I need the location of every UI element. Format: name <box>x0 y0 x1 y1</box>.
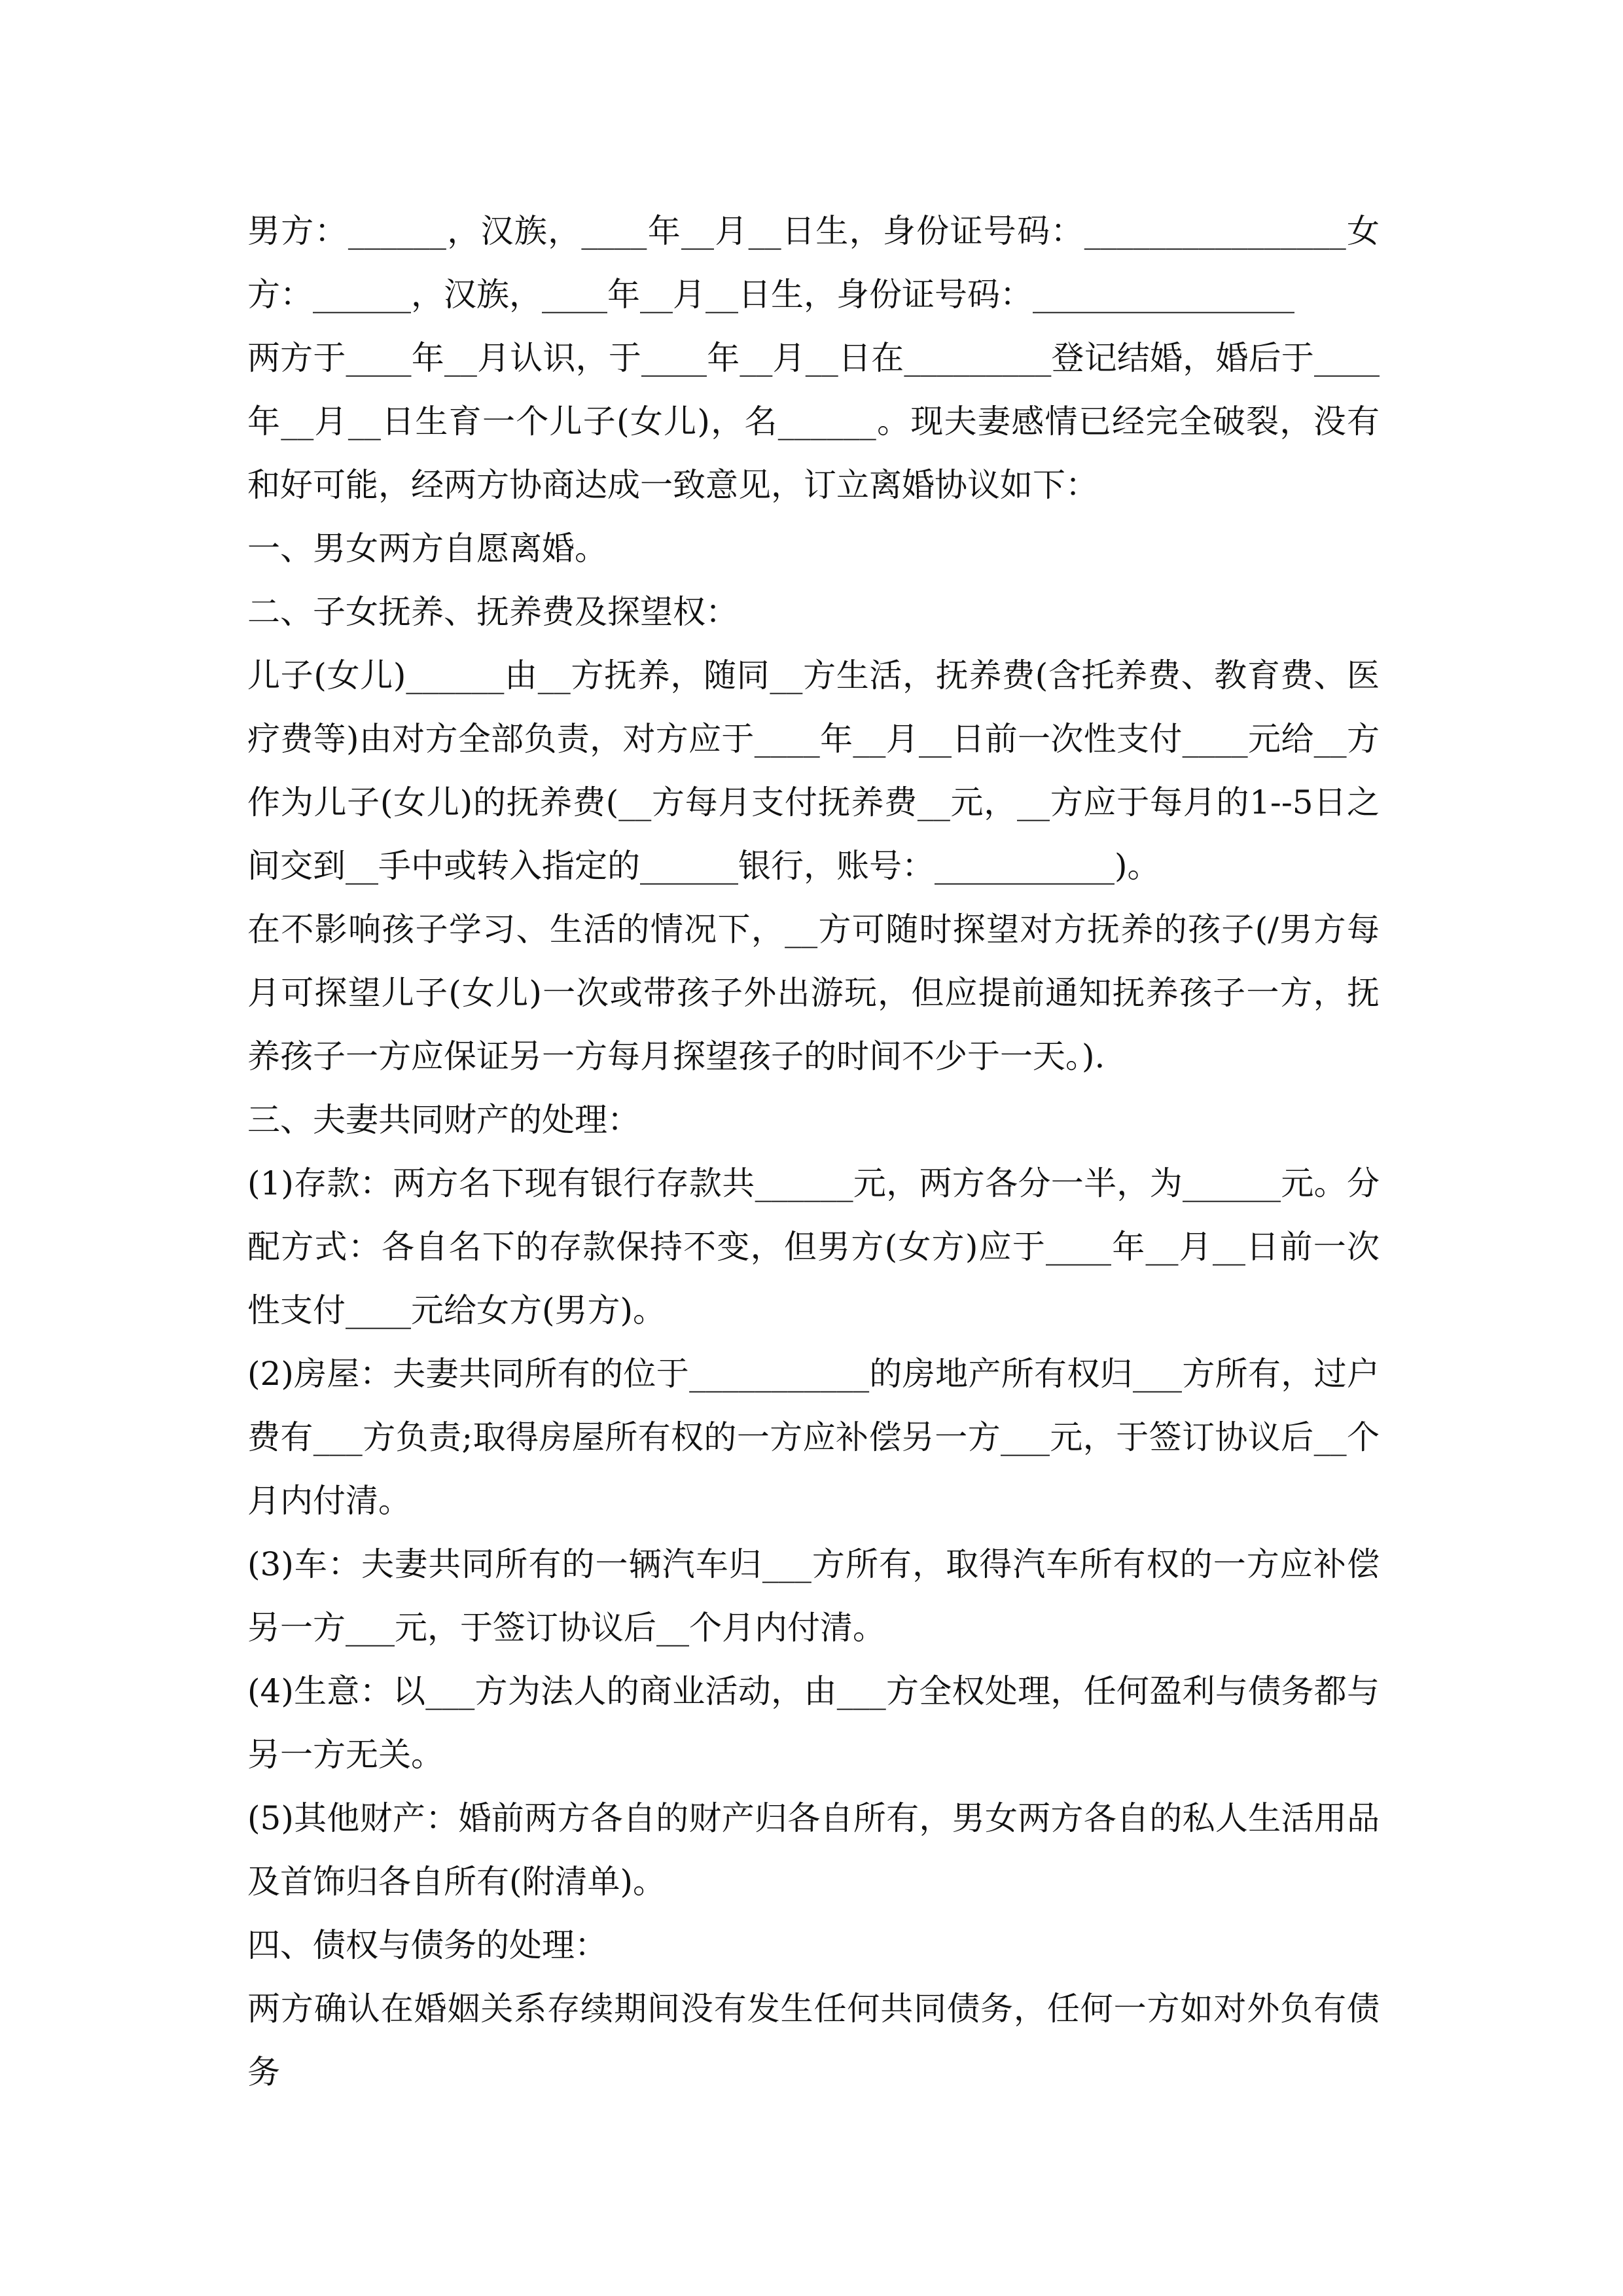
house-paragraph: (2)房屋：夫妻共同所有的位于___________的房地产所有权归___方所有，过户费有___方负责;取得房屋所有权的一方应补偿另一方___元，于签订协议后__个月内付清。 <box>247 1355 1380 1520</box>
visitation-paragraph: 在不影响孩子学习、生活的情况下，__方可随时探望对方抚养的孩子(/男方每月可探望儿子(女儿)一次或带孩子外出游玩，但应提前通知抚养孩子一方，抚养孩子一方应保证另一方每月探望孩子的时间不少于一天。). <box>247 910 1380 1075</box>
other-property-paragraph: (5)其他财产：婚前两方各自的财产归各自所有，男女两方各自的私人生活用品及首饰归各自所有(附清单)。 <box>247 1799 1380 1901</box>
agreement-body <box>247 200 1380 2104</box>
section-1-heading: 一、男女两方自愿离婚。 <box>247 529 607 567</box>
child-support-paragraph: 儿子(女儿)______由__方抚养，随同__方生活，抚养费(含托养费、教育费、医疗费等)由对方全部负责，对方应于____年__月__日前一次性支付____元给__方作为儿子(女儿)的抚养费(__方每月支付抚养费__元，__方应于每月的1--5日之间交到__手中或转入指定的______银行，账号：___________)。 <box>247 656 1380 885</box>
section-4-heading: 四、债权与债务的处理： <box>247 1926 607 1964</box>
business-paragraph: (4)生意：以___方为法人的商业活动，由___方全权处理，任何盈利与债务都与另一方无关。 <box>247 1672 1380 1774</box>
section-2-heading: 二、子女抚养、抚养费及探望权： <box>247 593 738 631</box>
car-paragraph: (3)车：夫妻共同所有的一辆汽车归___方所有，取得汽车所有权的一方应补偿另一方___元，于签订协议后__个月内付清。 <box>247 1545 1380 1647</box>
section-3-heading: 三、夫妻共同财产的处理： <box>247 1101 640 1139</box>
deposits-paragraph: (1)存款：两方名下现有银行存款共______元，两方各分一半，为______元。分配方式：各自名下的存款保持不变，但男方(女方)应于____年__月__日前一次性支付____元给女方(男方)。 <box>247 1164 1380 1329</box>
parties-paragraph: 男方：______，汉族，____年__月__日生，身份证号码：________________女方：______，汉族，____年__月__日生，身份证号码：________________ <box>247 212 1380 314</box>
debts-paragraph: 两方确认在婚姻关系存续期间没有发生任何共同债务，任何一方如对外负有债务 <box>247 1990 1380 2091</box>
marriage-info-paragraph: 两方于____年__月认识，于____年__月__日在_________登记结婚，婚后于____年__月__日生育一个儿子(女儿)，名______。现夫妻感情已经完全破裂，没有和好可能，经两方协商达成一致意见，订立离婚协议如下： <box>247 339 1380 504</box>
